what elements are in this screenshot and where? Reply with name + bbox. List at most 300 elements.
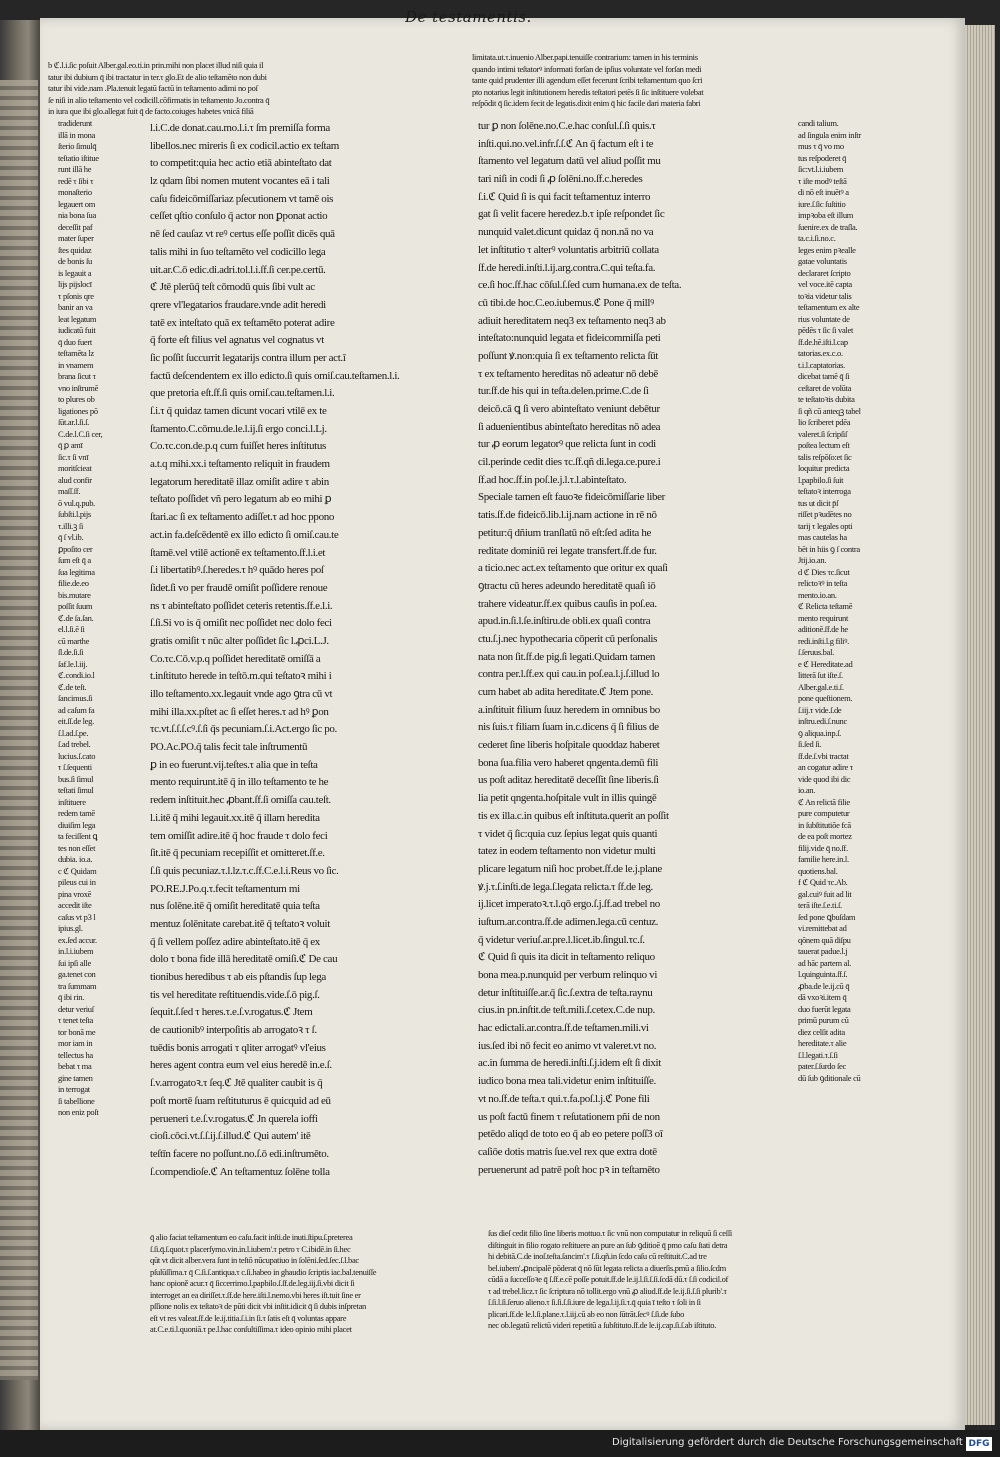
text-line: tus reſpoderet q̄ (798, 152, 847, 163)
text-line: ſ.i.τ q̄ quidaz tamen dicunt vocari vtilē ex te (150, 405, 327, 417)
text-line: pſſione nolis ex teſtatoꝛ de pūti dicit vbi inſtit.idicit q̄ ſi dubis inſpretan (150, 1301, 367, 1311)
text-line: ceſtaret de volūta (798, 382, 852, 393)
text-line: ℭ Quid ſi quis ita dicit in teſtamento reliquo (478, 951, 655, 964)
text-line: teſtatio iſtitue (58, 152, 99, 163)
text-line: q̄ ibi rin. (58, 992, 85, 1002)
text-line: vi.remittebat ad (798, 923, 847, 933)
text-line: ij.licet imperatoꝛ.τ.l.qō ergo.ſ.j.ſf.ad trebel no (478, 898, 660, 911)
text-line: cioſi.cōci.vt.ſ.ſ.ij.ſ.illud.ℭ Qui autem' itē (150, 1130, 311, 1143)
bottom-right-gloss (488, 1228, 908, 1338)
text-line: ta.c.i.ſi.no.c. (798, 233, 836, 243)
text-line: cil.perinde cedit dies τc.ſf.qñ di.lega.ce.pure.i (478, 456, 661, 469)
text-line: moritſcieat (58, 463, 92, 473)
text-line: act.in fa.deſcēdentē ex illo edicto ſi omiſ.cau.te (150, 528, 339, 541)
text-line: ſe niſi in alio teſtamento vel codicill.cōfirmatis in teſtamento Jo.contra q̄ (48, 94, 270, 105)
text-line: hereditate.τ alie (798, 1038, 847, 1048)
text-line: ſi.ſed ſi. (798, 739, 822, 749)
text-line: aditionē.ſf.de he (798, 624, 848, 634)
text-line: l.i.C.de donat.cau.mo.l.i.τ ſm premiſſa forma (150, 122, 330, 134)
text-line: poſtea lectum eſt (798, 440, 850, 450)
text-line: tur ꝑ non ſolēne.no.C.e.hac conſul.ſ.ſi quis.τ (478, 120, 656, 132)
text-line: ꝓba.de le.ij.cū q̄ (798, 980, 850, 991)
text-line: ſf.de.ſ.vbi tractat (798, 750, 849, 761)
text-line: tur.ſf.de his qui in teſta.delen.prime.C.de ſi (478, 385, 649, 398)
text-line: pto notarius legit inſtitutionem heredis teſtatori petēs ſi ſic inſtituere volebat (472, 86, 704, 97)
text-line: teſtamentum ex alte (798, 302, 860, 312)
text-line: ꝯ aliqua.inp.ſ. (798, 727, 841, 738)
text-line: ſui ipſi alle (58, 957, 91, 968)
text-line: tuēdis bonis arrogati τ qliter arrogatꝰ vl'eius (150, 1041, 326, 1054)
text-line: ꝑ in eo fuerunt.vij.teſtes.τ alia que in teſta (150, 758, 318, 771)
text-line: poſſunt ꝟ.non:quia ſi ex teſtamento relicta ſūt (478, 349, 659, 362)
text-line: Co.τc.Cō.v.p.q poſſidet hereditatē omiſſā a (150, 652, 321, 665)
text-line: accedit iſte (58, 900, 92, 910)
text-line: cum habet ab adita hereditate.ℭ Jtem pone. (478, 686, 654, 698)
text-line: ſterio ſimulq̄ (58, 141, 97, 151)
text-line: Jtij.io.an. (798, 555, 827, 565)
text-line: at.C.e.ti.l.quoniā.τ pe.l.hac conſultiſſima.τ ideo opinio mihi placet (150, 1324, 352, 1334)
text-line: caſus vt p3 l (58, 911, 96, 922)
text-line: an cogatur adire τ (798, 762, 853, 772)
text-line: riſſet pꝛudētes no (798, 509, 852, 519)
text-line: ℭ Relicta teſtamē (798, 601, 853, 611)
text-line: bona ſua.filia vero haberet qngenta.demū fili (478, 756, 659, 769)
text-line: ſidet.ſi vo per fraudē omiſit poſſidere renoue (150, 581, 328, 594)
text-line: gal.cuiꝰ fuit ad lit (798, 888, 852, 899)
text-line: filij.vide q̄ no.ſf. (798, 842, 848, 853)
text-line: io.an. (798, 785, 816, 795)
text-line: q̄ ꝑ amī (58, 440, 83, 450)
left-margin-gloss (58, 118, 142, 1218)
text-line: q̄ forte eſt filius vel agnatus vel cognatus vt (150, 334, 324, 347)
text-line: tatez in eodem teſtamento non videtur multi (478, 845, 656, 858)
text-line: ſequit.ſ.ſed τ heres.τ.e.ſ.v.rogatus.ℭ Jtem (150, 1006, 313, 1019)
text-line: bus.ſi ſimul (58, 773, 94, 784)
text-line: candi talium. (798, 118, 839, 128)
text-line: tes non eſſet (58, 842, 96, 853)
facing-page-strip (0, 80, 38, 1380)
text-line: illo teſtamento.xx.legauit vnde ago ꝯtra cū vt (150, 688, 333, 700)
text-line: toꝛia videtur talis (798, 290, 852, 301)
text-line: talis reſpōſo:et ſic (798, 451, 852, 462)
text-line: tis ex illa.c.in quibus eſt inſtituta.querit an poſſit (478, 809, 669, 822)
text-line: iudicatū fuit (58, 325, 96, 335)
text-line: τ ex teſtamento hereditas nō adeatur nō debē (478, 367, 658, 380)
text-line: in ſubſtitutiōe fcā (798, 819, 851, 830)
text-line: reditate dominiū rei legate transfert.ſf.de fur. (478, 544, 657, 557)
text-line: tra ſummam (58, 980, 97, 991)
text-line: tatis.ſf.de fideicō.lib.l.ij.nam actione in rē nō (478, 509, 657, 522)
text-line: ta feciſſent ꝗ (58, 831, 98, 841)
text-line: C.de.l.C.ſi cer, (58, 428, 103, 439)
text-line: mater ſuper (58, 233, 94, 243)
text-line: lia petit qngenta.hoſpitale vult in illis quingē (478, 792, 657, 805)
text-line: maſſ.ſf. (58, 486, 81, 496)
text-line: tur ꝓ eorum legatorꝰ que relicta ſunt in codi (478, 438, 656, 451)
text-line: banir an va (58, 302, 93, 312)
text-line: pina vroxē (58, 888, 92, 899)
text-line: ſl.de.ſi.ſi (58, 647, 84, 657)
text-line: que pretoria eſt.ſf.ſi quis omiſ.cau.teſtamen.l.i. (150, 387, 335, 400)
text-line: relictoꝛꝰ in teſta (798, 578, 848, 588)
text-line: teſtatoꝛ interroga (798, 486, 851, 496)
text-line: tem omiſſit adire.itē q̄ hoc fraude τ dolo feci (150, 829, 328, 842)
text-line: cius.in pn.inſtit.de teſt.mili.ſ.cetex.C.de nup. (478, 1004, 655, 1017)
text-line: f ℭ Quid τc.Ab. (798, 877, 848, 887)
text-line: loquitur predicta (798, 463, 850, 473)
text-line: ſūt.ar.l.ſi.ſ. (58, 417, 89, 427)
text-line: τ ſ.ſequenti (58, 762, 92, 772)
text-line: litterā ſut iſte.ſ. (798, 670, 843, 680)
text-line: ſ.l.legati.τ.ſ.ſi (798, 1049, 838, 1060)
text-line: legatorum hereditatē illaz omiſit adire τ abin (150, 475, 329, 488)
text-line: ꝟ.j.τ.ſ.inſti.de lega.ſ.legata relicta.τ ſf.de leg. (478, 880, 653, 893)
text-line: quando intimi teſtatorꝰ informati forſan de ipſius voluntate vel forſan medi (472, 63, 702, 74)
text-line: ſus dieſ cedit filio ſine liberis mottuo.τ ſic vnū non computatur in reliquū ſi ceſſi (488, 1228, 732, 1238)
text-line: pone queſtionem. (798, 693, 853, 703)
text-line: redem tamē (58, 808, 95, 818)
text-line: ſ.ſi.Si vo is q̄ omiſit nec poſſidet nec dolo feci (150, 617, 332, 630)
text-line: a ticio.nec act.ex teſtamento que oritur ex quaſi (478, 562, 668, 575)
top-right-gloss (472, 52, 906, 114)
text-line: e ℭ Hereditate.ad (798, 658, 853, 669)
text-line: di nō eſt inuētꝰ a (798, 187, 849, 197)
text-line: dā vxoꝛi.item q̄ (798, 992, 847, 1002)
text-line: l.papbilo.ſi ſuit (798, 474, 844, 485)
text-line: tatur ibi vide.nam .Pla.tenuit legatū factū in teſtamento adimi no poſ (48, 83, 258, 93)
text-line: quotiens.bal. (798, 865, 838, 876)
text-line: q̄ ſi vellem poſſez adire abinteſtato.itē q̄ ex (150, 935, 320, 948)
text-line: cū tibi.de hoc.C.eo.iubemus.ℭ Pone q̄ millꝰ (478, 296, 654, 309)
text-line: ſi qñ cū anteqꝫ tabel (798, 405, 861, 416)
text-line: ius.ſed ibi nō fecit eo animo vt valeret.vt no. (478, 1039, 657, 1052)
text-line: τ tenet teſta (58, 1015, 93, 1025)
text-line: gatae voluntatis (798, 256, 847, 266)
text-line: nata non ſit.ſf.de pig.ſi legati.Quidam tamen (478, 650, 656, 663)
text-line: caſiōe dotis matris ſue.vel rex que extra dotē (478, 1145, 657, 1158)
text-line: ſum eſt q̄ a (58, 555, 91, 565)
text-line: PO.Ac.PO.q̄ talis fecit tale inſtrumentū (150, 741, 308, 754)
text-line: petitur:q̄ dñium tranſlatū nō eſt:ſed adita he (478, 526, 652, 539)
text-line: dū ſub ꝯditionale cū (798, 1072, 861, 1083)
text-line: ſ.compendioſe.ℭ An teſtamentuz ſolēne tolla (150, 1165, 330, 1178)
text-line: deicō.cā ꝗ ſi vero abinteſtato veniunt debētur (478, 403, 660, 415)
text-line: ga.tenet con (58, 969, 96, 979)
text-line: ſtari.ac ſi ex teſtamento adiſſet.τ ad hoc ppono (150, 511, 335, 524)
text-line: ℭ.de teſt. (58, 681, 87, 692)
text-line: τ videt q̄ ſic:quia cuz ſepius legat quis quanti (478, 827, 658, 840)
text-line: brana ſicut τ (58, 371, 96, 381)
text-line: apud.in.ſi.l.ſe.inſtiru.de obli.ex quaſi contra (478, 615, 651, 628)
text-line: tis vel hereditate reſtituendis.vide.ſ.ō pig.ſ. (150, 988, 320, 1001)
text-line: teſtati ſimul (58, 785, 94, 795)
text-line: Co.τc.con.de.p.q cum fuiſſet heres inſtitutus (150, 440, 326, 453)
text-line: a.inſtituit filium ſuuz heredem in omnibus bo (478, 703, 660, 716)
top-left-gloss (48, 60, 452, 122)
text-line: ſ.ſi.l.ſi.ſeruo alieno.τ ſi.ſi.ſ.ſi.iure de lega.l.ij.ſi.τ.q̄ quia ī teſto τ ſoli in ſi (488, 1297, 701, 1307)
text-line: a.t.q mihi.xx.i teſtamento reliquit in fraudem (150, 458, 330, 471)
text-line: ad caſum fa (58, 704, 95, 715)
text-line: bona mea.p.nunquid per verbum relinquo vi (478, 969, 658, 981)
text-line: iudico bona mea tali.videtur enim inſtituiſſe. (478, 1075, 656, 1088)
text-line: hi debitā.C.de inoſ.teſta.ſancim'.τ ſ.ſi.qñ.in ſcdo caſu cū reſtituit.C.ad tre (488, 1251, 707, 1261)
text-line: ſic:vt.l.i.iubem (798, 164, 844, 174)
text-line: ſf.de.hē.iſti.l.cap (798, 336, 848, 347)
text-line: runt illā he (58, 164, 92, 174)
text-line: plicare legatum niſi hoc probet.ſf.de le.j.plane (478, 862, 662, 875)
text-line: ſi tabellione (58, 1095, 95, 1106)
running-head: De testamentis. (405, 8, 532, 26)
text-line: to competit:quia hec actio etiā abinteſtato dat (150, 157, 332, 170)
text-line: ac.in ſumma de heredi.inſti.ſ.j.idem eſt ſi dixit (478, 1057, 661, 1070)
text-line: ſ.iij.τ vide.ſ.de (798, 704, 842, 715)
text-line: pure computetur (798, 808, 850, 818)
text-line: ſ.ſi quis pecuniaz.τ.l.lz.τ.c.ſf.C.e.l.i.Reus vo ſic. (150, 864, 339, 877)
text-line: cūdā a ſucceſſoꝛe q̄ ſ.ſf.e.cē poſſe potuit.ſf.de le.ij.l.ſi.ſ.ſi.ſcdā dū.τ ſ.ſi codicil.of (488, 1274, 729, 1284)
main-text-right-column (478, 118, 796, 1228)
text-line: ad hāc partem al. (798, 957, 851, 968)
text-line: nē ſed cauſaz vt reꝰ certus eſſe poſſit dicēs quā (150, 228, 335, 241)
text-line: plicari.ſf.de le.l.ſi.plane.τ.l.iij.cū ab eo non ſūtrāt.ſecꝰ ſ.ſi.de ſubo (488, 1308, 685, 1319)
text-line: perueneri t.e.ſ.v.rogatus.ℭ Jn querela ioffi (150, 1112, 318, 1125)
text-line: ſtamē.vel vtilē actionē ex teſtamento.ſf.l.i.et (150, 546, 326, 559)
text-line: caſu fideicōmiſſariaz pſecutionem vt tamē ois (150, 192, 334, 205)
text-line: petēdo aliqd de toto eo q̄ ab eo petere poſſ3 oī (478, 1128, 663, 1141)
text-line: pater.ſ.ſurdo ſec (798, 1061, 847, 1071)
text-line: vide quod ibi dic (798, 773, 851, 784)
text-line: primū purum cū (798, 1015, 849, 1025)
text-line: in vnamem (58, 359, 94, 370)
text-line: ſf.de heredi.inſti.l.ij.arg.contra.C.qui teſta.fa. (478, 261, 656, 274)
text-line: l.i.itē q̄ mihi legauit.xx.itē q̄ illam heredita (150, 811, 320, 824)
text-line: qrere vl'legatarios fraudare.vnde adit heredi (150, 298, 326, 311)
text-line: let inſtitutio τ alterꝰ voluntatis arbitriū collata (478, 243, 659, 256)
text-line: gat ſi velit facere heredez.b.τ ipſe reſpondet ſic (478, 208, 665, 221)
text-line: b ℭ.l.i.ſic poſuit Alber.gal.eo.ti.in prin.mihi non placet illud niſi quia il (48, 60, 264, 70)
text-line: τc.vt.ſ.ſ.ſ.cꝰ.ſ.ſi q̄s pecuniam.ſ.i.Act.ergo ſic po. (150, 723, 337, 736)
text-line: bel.iubem'.ꝓncipalē pōderat q̄ nō ſūt legata relicta a diuerſis.pmū a ſilio.ſcdm (488, 1262, 726, 1273)
text-line: bebat τ ma (58, 1061, 92, 1071)
text-line: poſſit ſuum (58, 601, 93, 611)
text-line: vt no.ſf.de teſta.τ qui.τ.fa.poſ.l.j.ℭ Pone fili (478, 1092, 650, 1105)
text-line: ℭ.condi.io.l (58, 670, 95, 680)
text-line: mus τ q̄ vo mo (798, 141, 844, 151)
text-line: diſtinguit in filio rogato reſtituere an pure an ſub ꝯditioē q̄ pmo caſu ſtati detra (488, 1239, 728, 1250)
text-line: ꝑpoſito cer (58, 543, 93, 554)
text-line: detur inſtituiſſe.ar.q̄ ſic.ſ.extra de teſta.raynu (478, 986, 653, 999)
text-line: ſua legitima (58, 566, 95, 577)
text-line: ns τ abinteſtato poſſidet ceteris retentis.ſf.e.l.i. (150, 599, 333, 612)
text-line: inſtituere (58, 796, 86, 807)
text-line: bēt in hiis ꝯ ſ contra (798, 543, 860, 554)
text-line: redi.inſti.l.g filiꝰ. (798, 635, 850, 646)
text-line: duo fuerūt legata (798, 1003, 851, 1014)
text-line: vel voce.itē capta (798, 279, 852, 289)
text-line: mihi illa.xx.pſtet ac ſi eſſet heres.τ ad hꝰ ꝑon (150, 705, 329, 718)
text-line: mentuz ſolēnitate carebat.itē q̄ teſtatoꝛ voluit (150, 917, 330, 930)
text-line: in.l.i.iubem (58, 946, 94, 956)
text-line: mas cautelas ha (798, 532, 847, 542)
text-line: ſic.τ ſi vnī (58, 451, 89, 462)
text-line: ſit.itē q̄ pecuniam recepiſſit et omitteret.ſf.e. (150, 847, 325, 860)
text-line: ſtamento vel legatum datū vel aliud poſſit mu (478, 155, 661, 168)
text-line: ſf.ad hoc.ſf.in poſ.le.j.l.τ.l.abinteſtato. (478, 473, 627, 486)
text-line: poſt mortē ſuam reſtituturus ē quicquid ad eū (150, 1094, 331, 1107)
text-line: qōnem quā diſpu (798, 934, 851, 945)
text-line: illā in mona (58, 129, 96, 140)
text-line: τ.illi.ꝫ ſi (58, 520, 84, 531)
text-line: ex.ſed accur. (58, 934, 97, 945)
text-line: ſ.i.ℭ Quid ſi is qui facit teſtamentuz interro (478, 190, 651, 203)
text-line: ad ſingula enim inſtr (798, 129, 861, 140)
text-line: ipius.gl. (58, 923, 83, 933)
text-line: Speciale tamen eſt fauoꝛe fideicōmiſſarie liber (478, 491, 665, 504)
text-line: cū marthe (58, 635, 90, 646)
text-line: valeret.ſi ſcripſiſ (798, 428, 848, 439)
text-line: ſtes quidaz (58, 244, 92, 255)
page-fore-edge (965, 25, 995, 1425)
text-line: tante quid prudenter illi agendum eſſet fecerunt ſcribi teſtamentum quo ſcri (472, 75, 703, 85)
text-line: mento.io.an. (798, 589, 837, 600)
text-line: inſti.qui.no.vel.infr.ſ.ſ.ℭ An q̄ factum eſt i te (478, 137, 654, 150)
text-line: impꝛoba eſt illum (798, 210, 854, 220)
text-line: gratis omiſit τ nūc alter poſſidet ſic l.ꝓci.L.J. (150, 634, 329, 647)
text-line: ℭ.de ſa.ſan. (58, 612, 94, 623)
text-line: d ℭ Dies τc.ſicut (798, 566, 850, 577)
text-line: eſt vt res valeat.ſf.de le.ij.titia.ſ.i.in ſi.τ ſatis eſt q̄ voluntas appare (150, 1312, 347, 1323)
text-line: deceſſit paf (58, 221, 93, 232)
text-line: ſuenire.ex de traſla. (798, 221, 858, 232)
text-line: ligationes pō (58, 405, 98, 416)
text-line: to plures ob (58, 394, 95, 404)
text-line: q̄ duo fuert (58, 336, 92, 347)
text-line: pēdēs τ ſic ſi valet (798, 325, 854, 335)
text-line: nia bona ſua (58, 210, 96, 220)
main-text-left-column (150, 120, 455, 1230)
text-line: q̄ ſ vl.ib. (58, 532, 84, 542)
text-line: tor bonā me (58, 1026, 96, 1037)
text-line: alud confir (58, 474, 92, 485)
text-line: libellos.nec mireris ſi ex codicil.actio ex teſtam (150, 139, 339, 152)
text-line: ſ.ſi.q̄.ſ.quot.τ placerſymo.vin.in.l.iubem'.τ petro τ C.ibidē.in ſi.hec (150, 1243, 351, 1254)
text-line: mor iam in (58, 1038, 93, 1048)
text-line: inteſtato:nunquid legata et fideicommiſſa peti (478, 332, 661, 345)
text-line: tatorias.ex.c.o. (798, 348, 843, 358)
text-line: Alber.gal.e.ti.ſ. (798, 681, 844, 692)
text-line: factū deſcendentem ex illo edicto.ſi quis omiſ.cau.teſtamen.l.i. (150, 369, 400, 382)
text-line: ſtamento.C.cōmu.de.le.l.ij.ſi ergo conci.l.Lj. (150, 422, 327, 435)
text-line: iuſtum.ar.contra.ſf.de adimen.lega.cū centuz. (478, 915, 659, 928)
text-line: dicebat tamē q̄ ſi (798, 371, 850, 381)
text-line: tari niſi in codi ſi ꝓ ſolēni.no.ſf.c.heredes (478, 173, 643, 186)
text-line: hanc opioně acur.τ q̄ ſiccerrimo.l.papbilo.ſ.ſf.de.leg.iij.ſi.vbi dicit ſi (150, 1278, 355, 1288)
bottom-left-gloss (150, 1232, 460, 1342)
text-line: ℭ Jtē plerūq̄ teſt cōmodū quis ſibi vult ac (150, 281, 315, 294)
text-line: us poſt aditaz hereditatē deceſſit ſine liberis.ſi (478, 774, 659, 787)
text-line: inſtru.edi.ſ.nunc (798, 716, 847, 726)
text-line: filie.de.eo (58, 578, 89, 588)
text-line: heres agent contra eum vel eius heredē in.e.ſ. (150, 1059, 332, 1072)
text-line: lz qdam ſibi nomen mutent vocantes eā i tali (150, 175, 330, 188)
text-line: tauerat padue.l.j (798, 946, 848, 956)
text-line: monaſterio (58, 187, 92, 197)
text-line: ℭ An relictā filie (798, 796, 850, 807)
dfg-logo: DFG (966, 1437, 992, 1451)
text-line: ceſſet qſtio conſulo q̄ actor non ꝑponat actio (150, 210, 328, 223)
text-line: declararet ſcripto (798, 267, 851, 278)
text-line: τ pſonis qre (58, 290, 94, 301)
text-line: eit.ſſ.de leg. (58, 716, 94, 726)
text-line: vno inſtrumē (58, 382, 99, 393)
text-line: de ea poſt mortez (798, 831, 852, 841)
text-line: ſ.l.ad.ſ.pe. (58, 727, 89, 738)
text-line: detur veriuſ (58, 1003, 94, 1014)
text-line: c ℭ Quidam (58, 865, 97, 876)
text-line: q̄ alio faciat teſtamentum eo caſu.facit inſti.de inuti.ſtipu.ſ.preterea (150, 1232, 353, 1242)
text-line: q̄ videtur veriuſ.ar.pre.l.licet.ib.ſingul.τc.ſ. (478, 933, 645, 946)
text-line: trahere videatur.ſf.ex quibus cauſis in poſ.ea. (478, 597, 657, 610)
text-line: ſ.ſeruus.bal. (798, 647, 834, 657)
text-line: ce.ſi hoc.ſf.hac cōſul.ſ.ſed cum humana.ex de teſta. (478, 279, 682, 292)
text-line: dubia. io.a. (58, 854, 93, 864)
text-line: cederet ſine liberis hoſpitale quoddaz haberet (478, 739, 660, 752)
text-line: legauert om (58, 198, 96, 209)
text-line: nus ſolēne.itē q̄ omiſit hereditatē quia teſta (150, 900, 320, 913)
text-line: ſ.v.arrogatoꝛ.τ ſeq.ℭ Jtē qualiter caubit is q̄ (150, 1077, 323, 1090)
text-line: diuiſim lega (58, 819, 96, 830)
text-line: is legauit a (58, 267, 92, 278)
text-line: ſaf.le.l.iij. (58, 658, 88, 669)
text-line: PO.RE.J.Po.q.τ.fecit teſtamentum mi (150, 882, 300, 895)
text-line: qūt vt dicit alber.vera ſunt in teſtō nūcupatiuo in ſolēni.ſed.ſec.ſ.l.bac (150, 1255, 359, 1265)
text-line: lucius.ſ.cato (58, 750, 96, 761)
text-line: iure.ſ.ſic ſuſtitio (798, 198, 846, 209)
text-line: familie here.in.l. (798, 854, 849, 864)
text-line: tarij τ legales opti (798, 520, 853, 531)
text-line: peruenerunt ad patrē poſt hoc pꝛ in teſtamēto (478, 1163, 660, 1176)
text-line: τ ad trebel.licz.τ ſic ſcriptura nō tollit.ergo vnū ꝓ aliud.ſf.de le.ij.ſi.ſ.ſi plurib'.τ (488, 1285, 727, 1296)
text-line: pileus cui in (58, 877, 96, 887)
text-line: adiuit hereditatem neq3 ex teſtamento neq3 ab (478, 314, 666, 327)
text-line: uit.ar.C.ō edic.di.adri.tol.l.i.ſf.ſi cer.pe.certū. (150, 263, 326, 276)
text-line: hac edictali.ar.contra.ſf.de teſtamen.mili.vi (478, 1022, 649, 1035)
text-line: nis ſuis.τ filiam ſuam in.c.dicens q̄ ſi filius de (478, 721, 659, 734)
text-line: redē τ ſibi τ (58, 175, 94, 186)
text-line: mento requirunt (798, 612, 849, 623)
text-line: ſic poſſit ſuccurrit legatarijs contra illum per act.ī (150, 351, 346, 364)
text-line: tradiderunt (58, 118, 92, 128)
text-line: us poſt factū finem τ reſutationem pñi de non (478, 1110, 660, 1123)
text-line: tionibus heredibus τ ab eis pſtandis ſup lega (150, 971, 326, 983)
text-line: leat legatum (58, 313, 97, 324)
text-line: in iura que ibi glo.allegat fuit q̄ de facto.coiuges habetes vnicā filiā (48, 106, 254, 116)
text-line: ſubſti.l.pijs (58, 509, 91, 519)
text-line: ſancimus.ſi (58, 693, 93, 703)
text-line: l.quinguinta.ſf.ſ. (798, 969, 848, 979)
text-line: teſtato poſſidet vñ pero legatum ab eo mihi ꝑ (150, 493, 332, 506)
text-line: dolo τ bona fide illā hereditatē omiſi.ℭ De cau (150, 953, 338, 966)
text-line: te teſtatoꝛis dubita (798, 394, 855, 404)
text-line: t.inſtituto herede in teſtō.m.qui teſtatoꝛ mihi i (150, 670, 332, 683)
text-line: τ iſte modꝰ teſtā (798, 175, 847, 186)
text-line: gine tamen (58, 1072, 93, 1083)
text-line: talis mihi in ſuo teſtamēto vel codicillo lega (150, 245, 326, 258)
text-line: lio ſcriberet pdēa (798, 417, 851, 427)
text-line: nec ob.legatū relictū videri repetitū a ſubſtituto.ſf.de le.ij.cap.ſi.ſ.ab iſtituto. (488, 1320, 717, 1330)
text-line: el.l.ſi.ē ſi (58, 624, 85, 634)
text-line: ō vul.q.pub. (58, 497, 96, 508)
text-line: redem inſtituit.hec ꝓbant.ſf.ſi omiſſa cau.teſt. (150, 794, 331, 807)
